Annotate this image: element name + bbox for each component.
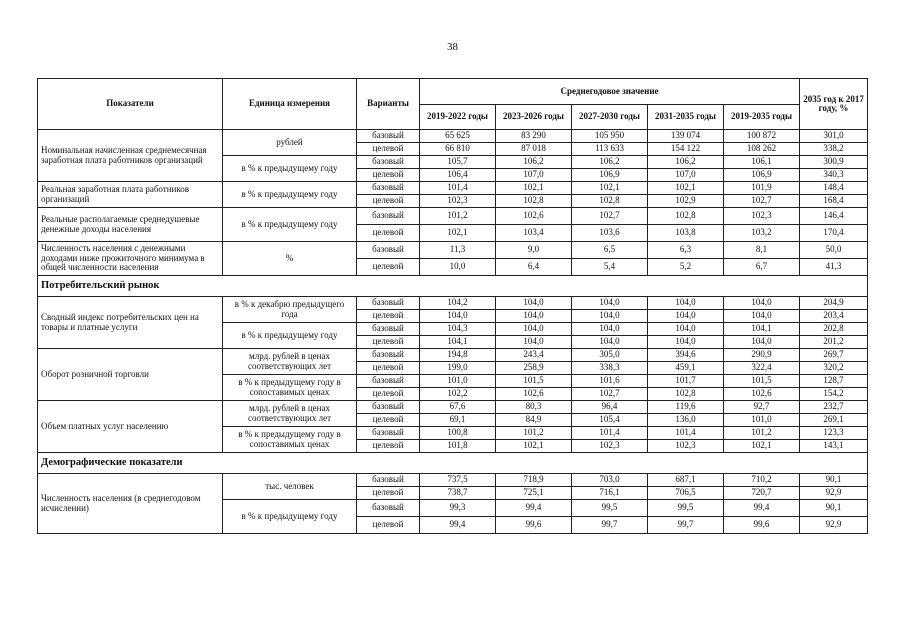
table-row bbox=[38, 401, 868, 414]
value-cell: 104,2 bbox=[420, 297, 496, 310]
value-cell: 706,5 bbox=[648, 487, 724, 500]
value-cell: 154 122 bbox=[648, 143, 724, 156]
table-row bbox=[38, 182, 868, 195]
header-indicators: Показатели bbox=[38, 79, 223, 130]
value-cell: 103,2 bbox=[724, 225, 800, 242]
value-cell: 300,9 bbox=[800, 156, 868, 169]
variant-cell: базовый bbox=[357, 474, 420, 487]
value-cell: 102,3 bbox=[420, 195, 496, 208]
value-cell: 269,1 bbox=[800, 414, 868, 427]
indicator-cell: Численность населения с денежными доходами ниже прожиточного минимума в общей численности населения bbox=[38, 242, 223, 276]
value-cell: 102,9 bbox=[648, 195, 724, 208]
value-cell: 9,0 bbox=[496, 242, 572, 259]
value-cell: 738,7 bbox=[420, 487, 496, 500]
value-cell: 102,7 bbox=[572, 208, 648, 225]
value-cell: 41,3 bbox=[800, 259, 868, 276]
value-cell: 104,0 bbox=[648, 336, 724, 349]
value-cell: 87 018 bbox=[496, 143, 572, 156]
value-cell: 101,4 bbox=[572, 427, 648, 440]
value-cell: 301,0 bbox=[800, 130, 868, 143]
value-cell: 6,7 bbox=[724, 259, 800, 276]
unit-cell: в % к декабрю предыдущего года bbox=[223, 297, 357, 323]
variant-cell: базовый bbox=[357, 242, 420, 259]
value-cell: 102,7 bbox=[572, 388, 648, 401]
value-cell: 99,7 bbox=[648, 517, 724, 534]
value-cell: 8,1 bbox=[724, 242, 800, 259]
value-cell: 103,4 bbox=[496, 225, 572, 242]
value-cell: 104,0 bbox=[724, 310, 800, 323]
value-cell: 104,3 bbox=[420, 323, 496, 336]
table-row bbox=[38, 297, 868, 310]
indicator-cell: Реальные располагаемые среднедушевые денежные доходы населения bbox=[38, 208, 223, 242]
unit-cell: млрд. рублей в ценах соответствующих лет bbox=[223, 401, 357, 427]
value-cell: 96,4 bbox=[572, 401, 648, 414]
value-cell: 83 290 bbox=[496, 130, 572, 143]
unit-cell: млрд. рублей в ценах соответствующих лет bbox=[223, 349, 357, 375]
value-cell: 104,0 bbox=[496, 297, 572, 310]
value-cell: 103,8 bbox=[648, 225, 724, 242]
value-cell: 102,3 bbox=[572, 440, 648, 453]
table-row bbox=[38, 242, 868, 259]
value-cell: 99,5 bbox=[572, 500, 648, 517]
value-cell: 66 810 bbox=[420, 143, 496, 156]
value-cell: 90,1 bbox=[800, 500, 868, 517]
variant-cell: целевой bbox=[357, 169, 420, 182]
value-cell: 102,8 bbox=[496, 195, 572, 208]
value-cell: 106,2 bbox=[648, 156, 724, 169]
value-cell: 10,0 bbox=[420, 259, 496, 276]
value-cell: 113 633 bbox=[572, 143, 648, 156]
header-ratio: 2035 год к 2017 году, % bbox=[800, 79, 868, 130]
value-cell: 5,4 bbox=[572, 259, 648, 276]
value-cell: 394,6 bbox=[648, 349, 724, 362]
value-cell: 201,2 bbox=[800, 336, 868, 349]
value-cell: 202,8 bbox=[800, 323, 868, 336]
value-cell: 720,7 bbox=[724, 487, 800, 500]
value-cell: 718,9 bbox=[496, 474, 572, 487]
value-cell: 99,4 bbox=[496, 500, 572, 517]
value-cell: 203,4 bbox=[800, 310, 868, 323]
value-cell: 146,4 bbox=[800, 208, 868, 225]
unit-cell: в % к предыдущему году bbox=[223, 500, 357, 534]
value-cell: 11,3 bbox=[420, 242, 496, 259]
value-cell: 104,0 bbox=[420, 310, 496, 323]
unit-cell: рублей bbox=[223, 130, 357, 156]
value-cell: 102,1 bbox=[420, 225, 496, 242]
forecast-table bbox=[37, 78, 868, 534]
value-cell: 105,7 bbox=[420, 156, 496, 169]
value-cell: 104,0 bbox=[572, 310, 648, 323]
value-cell: 232,7 bbox=[800, 401, 868, 414]
value-cell: 102,1 bbox=[724, 440, 800, 453]
value-cell: 101,5 bbox=[496, 375, 572, 388]
variant-cell: базовый bbox=[357, 323, 420, 336]
variant-cell: базовый bbox=[357, 297, 420, 310]
value-cell: 104,0 bbox=[648, 323, 724, 336]
value-cell: 99,4 bbox=[420, 517, 496, 534]
unit-cell: в % к предыдущему году bbox=[223, 208, 357, 242]
value-cell: 104,1 bbox=[420, 336, 496, 349]
variant-cell: целевой bbox=[357, 517, 420, 534]
value-cell: 104,0 bbox=[572, 323, 648, 336]
value-cell: 168,4 bbox=[800, 195, 868, 208]
value-cell: 154,2 bbox=[800, 388, 868, 401]
value-cell: 269,7 bbox=[800, 349, 868, 362]
value-cell: 6,5 bbox=[572, 242, 648, 259]
value-cell: 199,0 bbox=[420, 362, 496, 375]
value-cell: 106,9 bbox=[572, 169, 648, 182]
value-cell: 305,0 bbox=[572, 349, 648, 362]
value-cell: 148,4 bbox=[800, 182, 868, 195]
value-cell: 102,1 bbox=[496, 182, 572, 195]
variant-cell: целевой bbox=[357, 440, 420, 453]
header-unit: Единица измерения bbox=[223, 79, 357, 130]
variant-cell: целевой bbox=[357, 336, 420, 349]
value-cell: 716,1 bbox=[572, 487, 648, 500]
unit-cell: тыс. человек bbox=[223, 474, 357, 500]
value-cell: 139 074 bbox=[648, 130, 724, 143]
value-cell: 104,0 bbox=[648, 310, 724, 323]
value-cell: 119,6 bbox=[648, 401, 724, 414]
value-cell: 102,6 bbox=[496, 208, 572, 225]
value-cell: 102,1 bbox=[648, 182, 724, 195]
value-cell: 106,4 bbox=[420, 169, 496, 182]
value-cell: 340,3 bbox=[800, 169, 868, 182]
header-period: 2031-2035 годы bbox=[648, 105, 724, 130]
value-cell: 136,0 bbox=[648, 414, 724, 427]
value-cell: 99,7 bbox=[572, 517, 648, 534]
header-period: 2023-2026 годы bbox=[496, 105, 572, 130]
value-cell: 101,2 bbox=[496, 427, 572, 440]
section-row bbox=[38, 453, 868, 474]
value-cell: 106,1 bbox=[724, 156, 800, 169]
header-period: 2019-2035 годы bbox=[724, 105, 800, 130]
value-cell: 104,0 bbox=[572, 297, 648, 310]
value-cell: 687,1 bbox=[648, 474, 724, 487]
value-cell: 92,9 bbox=[800, 487, 868, 500]
value-cell: 84,9 bbox=[496, 414, 572, 427]
variant-cell: базовый bbox=[357, 208, 420, 225]
value-cell: 104,1 bbox=[724, 323, 800, 336]
header-variants: Варианты bbox=[357, 79, 420, 130]
value-cell: 102,7 bbox=[724, 195, 800, 208]
value-cell: 65 625 bbox=[420, 130, 496, 143]
value-cell: 92,9 bbox=[800, 517, 868, 534]
value-cell: 104,0 bbox=[496, 323, 572, 336]
variant-cell: базовый bbox=[357, 130, 420, 143]
value-cell: 103,6 bbox=[572, 225, 648, 242]
value-cell: 69,1 bbox=[420, 414, 496, 427]
value-cell: 102,8 bbox=[648, 388, 724, 401]
value-cell: 737,5 bbox=[420, 474, 496, 487]
value-cell: 143,1 bbox=[800, 440, 868, 453]
value-cell: 5,2 bbox=[648, 259, 724, 276]
value-cell: 101,0 bbox=[420, 375, 496, 388]
table-row bbox=[38, 130, 868, 143]
value-cell: 204,9 bbox=[800, 297, 868, 310]
value-cell: 290,9 bbox=[724, 349, 800, 362]
value-cell: 106,2 bbox=[572, 156, 648, 169]
value-cell: 107,0 bbox=[648, 169, 724, 182]
indicator-cell: Реальная заработная плата работников организаций bbox=[38, 182, 223, 208]
value-cell: 104,0 bbox=[724, 297, 800, 310]
value-cell: 102,6 bbox=[496, 388, 572, 401]
value-cell: 105 950 bbox=[572, 130, 648, 143]
variant-cell: базовый bbox=[357, 500, 420, 517]
variant-cell: базовый bbox=[357, 156, 420, 169]
table-row bbox=[38, 474, 868, 487]
indicator-cell: Численность населения (в среднегодовом исчислении) bbox=[38, 474, 223, 534]
value-cell: 50,0 bbox=[800, 242, 868, 259]
variant-cell: целевой bbox=[357, 414, 420, 427]
section-title: Потребительский рынок bbox=[38, 276, 868, 297]
value-cell: 90,1 bbox=[800, 474, 868, 487]
value-cell: 101,9 bbox=[724, 182, 800, 195]
variant-cell: базовый bbox=[357, 401, 420, 414]
value-cell: 92,7 bbox=[724, 401, 800, 414]
unit-cell: в % к предыдущему году в сопоставимых ценах bbox=[223, 427, 357, 453]
value-cell: 725,1 bbox=[496, 487, 572, 500]
indicator-cell: Оборот розничной торговли bbox=[38, 349, 223, 401]
value-cell: 101,6 bbox=[572, 375, 648, 388]
value-cell: 194,8 bbox=[420, 349, 496, 362]
value-cell: 123,3 bbox=[800, 427, 868, 440]
value-cell: 101,7 bbox=[648, 375, 724, 388]
value-cell: 99,3 bbox=[420, 500, 496, 517]
indicator-cell: Сводный индекс потребительских цен на товары и платные услуги bbox=[38, 297, 223, 349]
value-cell: 102,3 bbox=[648, 440, 724, 453]
value-cell: 100,8 bbox=[420, 427, 496, 440]
value-cell: 243,4 bbox=[496, 349, 572, 362]
value-cell: 6,4 bbox=[496, 259, 572, 276]
variant-cell: целевой bbox=[357, 362, 420, 375]
variant-cell: целевой bbox=[357, 143, 420, 156]
table-row bbox=[38, 208, 868, 225]
value-cell: 101,8 bbox=[420, 440, 496, 453]
value-cell: 102,1 bbox=[496, 440, 572, 453]
value-cell: 99,5 bbox=[648, 500, 724, 517]
unit-cell: в % к предыдущему году bbox=[223, 182, 357, 208]
value-cell: 6,3 bbox=[648, 242, 724, 259]
value-cell: 322,4 bbox=[724, 362, 800, 375]
value-cell: 338,2 bbox=[800, 143, 868, 156]
value-cell: 106,2 bbox=[496, 156, 572, 169]
value-cell: 104,0 bbox=[496, 336, 572, 349]
value-cell: 104,0 bbox=[572, 336, 648, 349]
value-cell: 320,2 bbox=[800, 362, 868, 375]
variant-cell: целевой bbox=[357, 310, 420, 323]
value-cell: 99,4 bbox=[724, 500, 800, 517]
value-cell: 102,8 bbox=[572, 195, 648, 208]
value-cell: 102,2 bbox=[420, 388, 496, 401]
section-title: Демографические показатели bbox=[38, 453, 868, 474]
unit-cell: в % к предыдущему году bbox=[223, 156, 357, 182]
header-period: 2019-2022 годы bbox=[420, 105, 496, 130]
value-cell: 101,5 bbox=[724, 375, 800, 388]
unit-cell: % bbox=[223, 242, 357, 276]
page-number: 38 bbox=[447, 41, 458, 53]
value-cell: 102,3 bbox=[724, 208, 800, 225]
indicator-cell: Объем платных услуг населению bbox=[38, 401, 223, 453]
value-cell: 101,2 bbox=[724, 427, 800, 440]
indicator-cell: Номинальная начисленная среднемесячная заработная плата работников организаций bbox=[38, 130, 223, 182]
value-cell: 258,9 bbox=[496, 362, 572, 375]
value-cell: 101,4 bbox=[420, 182, 496, 195]
value-cell: 80,3 bbox=[496, 401, 572, 414]
value-cell: 67,6 bbox=[420, 401, 496, 414]
value-cell: 104,0 bbox=[648, 297, 724, 310]
value-cell: 104,0 bbox=[724, 336, 800, 349]
value-cell: 102,1 bbox=[572, 182, 648, 195]
value-cell: 108 262 bbox=[724, 143, 800, 156]
value-cell: 170,4 bbox=[800, 225, 868, 242]
header-period: 2027-2030 годы bbox=[572, 105, 648, 130]
variant-cell: целевой bbox=[357, 259, 420, 276]
value-cell: 99,6 bbox=[724, 517, 800, 534]
value-cell: 101,4 bbox=[648, 427, 724, 440]
value-cell: 101,0 bbox=[724, 414, 800, 427]
value-cell: 102,8 bbox=[648, 208, 724, 225]
value-cell: 107,0 bbox=[496, 169, 572, 182]
value-cell: 102,6 bbox=[724, 388, 800, 401]
variant-cell: базовый bbox=[357, 375, 420, 388]
value-cell: 106,9 bbox=[724, 169, 800, 182]
variant-cell: целевой bbox=[357, 388, 420, 401]
value-cell: 459,1 bbox=[648, 362, 724, 375]
value-cell: 101,2 bbox=[420, 208, 496, 225]
variant-cell: базовый bbox=[357, 349, 420, 362]
variant-cell: целевой bbox=[357, 487, 420, 500]
value-cell: 104,0 bbox=[496, 310, 572, 323]
variant-cell: базовый bbox=[357, 182, 420, 195]
value-cell: 703,0 bbox=[572, 474, 648, 487]
value-cell: 99,6 bbox=[496, 517, 572, 534]
table-row bbox=[38, 349, 868, 362]
unit-cell: в % к предыдущему году в сопоставимых ценах bbox=[223, 375, 357, 401]
value-cell: 105,4 bbox=[572, 414, 648, 427]
variant-cell: целевой bbox=[357, 225, 420, 242]
variant-cell: целевой bbox=[357, 195, 420, 208]
variant-cell: базовый bbox=[357, 427, 420, 440]
value-cell: 100 872 bbox=[724, 130, 800, 143]
value-cell: 338,3 bbox=[572, 362, 648, 375]
value-cell: 128,7 bbox=[800, 375, 868, 388]
header-average: Среднегодовое значение bbox=[420, 79, 800, 105]
value-cell: 710,2 bbox=[724, 474, 800, 487]
section-row bbox=[38, 276, 868, 297]
unit-cell: в % к предыдущему году bbox=[223, 323, 357, 349]
